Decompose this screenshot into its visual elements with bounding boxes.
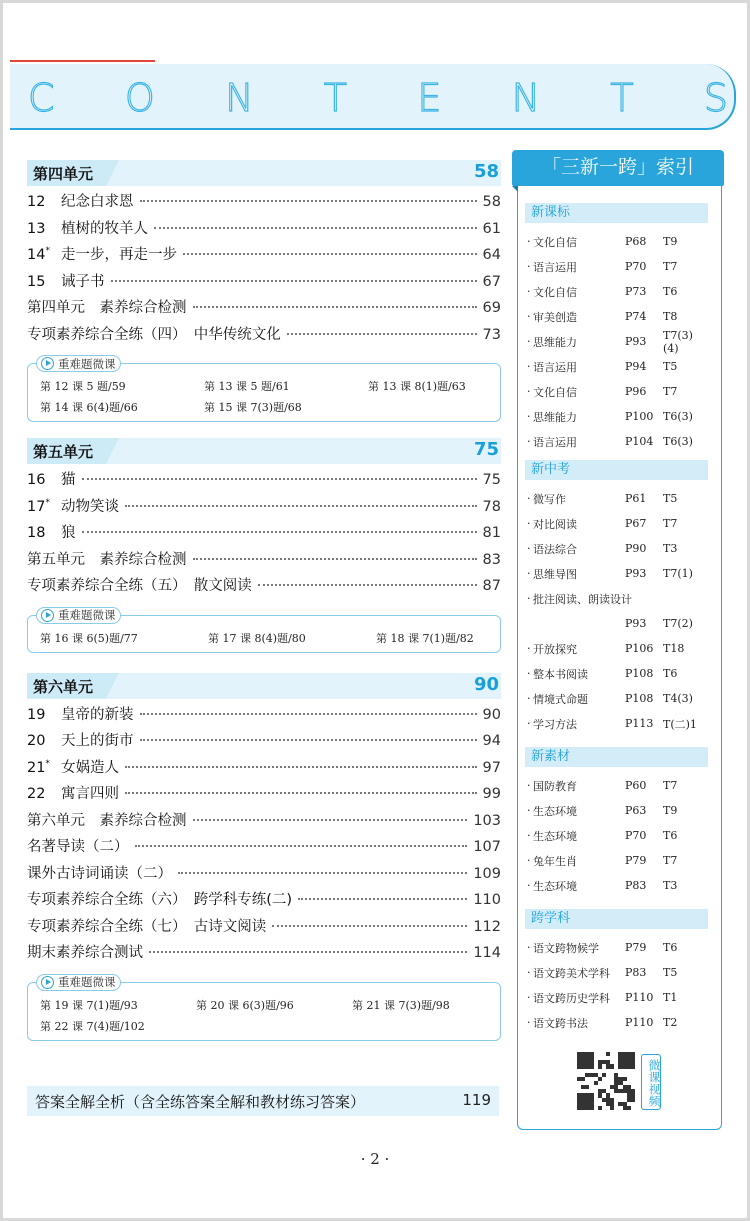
index-row[interactable]: · 开放探究 P106 T18 (527, 642, 685, 656)
lesson-number: 18 (27, 525, 46, 541)
page-number: · 2 · (360, 1150, 390, 1168)
micro-lesson-item[interactable]: 第 13 课 8(1)题/63 (368, 380, 466, 393)
lesson-number: 16 (27, 472, 46, 488)
index-row[interactable]: · 生态环境 P83 T3 (527, 879, 678, 893)
entry-title: 第六单元 素养综合检测 (27, 812, 187, 829)
entry-title: 专项素养综合全练（七） 古诗文阅读 (27, 918, 267, 935)
toc-entry[interactable] (27, 521, 501, 548)
entry-page: 64 (482, 247, 501, 263)
entry-title: 寓言四则 (61, 786, 119, 802)
lesson-number: 14* (27, 246, 50, 263)
unit-page: 75 (473, 439, 499, 460)
toc-entry[interactable] (27, 495, 501, 522)
micro-lesson-item[interactable]: 第 18 课 7(1)题/82 (376, 631, 474, 645)
qr-module (589, 1064, 593, 1068)
index-row[interactable]: · 语文跨书法 P110 T2 (527, 1016, 678, 1030)
entry-page: 87 (482, 578, 501, 594)
entry-page: 69 (482, 300, 501, 316)
qr-module (627, 1106, 631, 1110)
index-section-title: 跨学科 (525, 909, 708, 929)
leader-dots (298, 898, 467, 900)
entry-page: 109 (473, 865, 501, 882)
entry-page: 112 (473, 918, 501, 935)
entry-page: 114 (473, 945, 501, 961)
entry-title: 期末素养综合测试 (27, 945, 143, 961)
micro-lesson-box (27, 975, 501, 1041)
micro-lesson-label: 重难题微课 (36, 974, 121, 991)
entry-page: 75 (482, 472, 501, 488)
entry-title: 课外古诗词诵读（二） (27, 865, 172, 882)
entry-title: 皇帝的新装 (61, 706, 134, 723)
unit-heading (27, 673, 501, 699)
contents-letter: E (417, 76, 442, 120)
index-row[interactable]: · 审美创造 P74 T8 (527, 310, 678, 324)
leader-dots (193, 306, 477, 308)
contents-title (28, 76, 728, 120)
qr-module (598, 1106, 602, 1110)
entry-title: 专项素养综合全练（四） 中华传统文化 (27, 326, 281, 343)
micro-lesson-item[interactable]: 第 17 课 8(4)题/80 (208, 631, 306, 645)
contents-header (10, 60, 740, 132)
toc-entry[interactable] (27, 888, 501, 915)
micro-lesson-item[interactable]: 第 13 课 5 题/61 (204, 380, 290, 393)
index-row[interactable]: · 语法综合 P90 T3 (527, 542, 678, 556)
entry-title: 诫子书 (61, 273, 105, 290)
index-row[interactable]: · 文化自信 P68 T9 (527, 235, 678, 249)
index-section (525, 460, 708, 736)
micro-lesson-box (27, 356, 501, 422)
micro-lesson-item[interactable]: 第 15 课 7(3)题/68 (204, 401, 302, 414)
index-row[interactable]: · 文化自信 P96 T7 (527, 385, 678, 399)
toc-entry[interactable] (27, 468, 501, 495)
entry-title: 狼 (61, 525, 76, 541)
index-row[interactable]: · 兔年生肖 P79 T7 (527, 854, 678, 868)
index-section-title: 新课标 (525, 203, 708, 223)
leader-dots (125, 505, 477, 507)
index-row[interactable]: · 对比阅读 P67 T7 (527, 517, 678, 531)
toc-entry[interactable] (27, 574, 501, 601)
toc-column (27, 160, 501, 1057)
micro-lesson-item[interactable]: 第 14 课 6(4)题/66 (40, 401, 138, 414)
leader-dots (193, 819, 468, 821)
unit-page: 58 (473, 161, 499, 182)
qr-module (631, 1098, 635, 1102)
leader-dots (140, 200, 477, 202)
index-row[interactable]: · 思维能力 P100 T6(3) (527, 410, 693, 424)
header-accent-line (10, 60, 155, 62)
index-row[interactable]: · 语言运用 P94 T5 (527, 360, 678, 374)
lesson-number: 19 (27, 706, 46, 723)
qr-module (581, 1077, 585, 1081)
toc-entry[interactable] (27, 782, 501, 809)
toc-entry[interactable] (27, 548, 501, 575)
index-row[interactable]: P93 T7(2) (625, 617, 693, 630)
entry-title: 纪念白求恩 (61, 194, 134, 210)
contents-letter: S (703, 76, 728, 120)
leader-dots (111, 280, 477, 282)
entry-page: 110 (473, 892, 501, 908)
toc-entry[interactable] (27, 323, 501, 350)
entry-page: 58 (482, 194, 501, 210)
unit-name: 第四单元 (33, 165, 94, 183)
entry-title: 猫 (61, 472, 76, 488)
qr-module (631, 1064, 635, 1068)
index-row[interactable]: · 微写作 P61 T5 (527, 492, 678, 506)
contents-letter: O (124, 76, 155, 120)
index-row[interactable]: · 思维能力 P93 T7(3)(4) (527, 328, 693, 355)
qr-module (594, 1081, 598, 1085)
qr-code[interactable] (577, 1052, 635, 1110)
entry-page: 73 (482, 326, 501, 343)
index-row[interactable]: · 生态环境 P63 T9 (527, 804, 678, 818)
lesson-number: 20 (27, 733, 46, 749)
entry-page: 67 (482, 273, 501, 290)
leader-dots (287, 333, 477, 335)
index-row[interactable]: · 文化自信 P73 T6 (527, 285, 678, 299)
toc-entry[interactable] (27, 217, 501, 244)
entry-page: 61 (482, 220, 501, 237)
index-row[interactable]: · 学习方法 P113 T(二)1 (527, 717, 697, 731)
qr-module (598, 1064, 602, 1068)
entry-title: 第五单元 素养综合检测 (27, 551, 187, 568)
entry-page: 81 (482, 525, 501, 541)
contents-letter: T (323, 76, 348, 120)
contents-letter: C (28, 76, 55, 120)
entry-title: 名著导读（二） (27, 839, 129, 855)
index-row[interactable]: · 语言运用 P70 T7 (527, 260, 678, 274)
qr-module (606, 1052, 610, 1056)
unit-heading (27, 438, 501, 464)
lesson-number: 17* (27, 497, 50, 515)
index-section (525, 909, 708, 1035)
leader-dots (82, 531, 477, 533)
answers-entry[interactable] (27, 1086, 499, 1116)
qr-module (589, 1106, 593, 1110)
lesson-number: 15 (27, 273, 46, 290)
toc-entry[interactable] (27, 703, 501, 730)
index-row[interactable]: · 语文跨美术学科 P83 T5 (527, 966, 678, 980)
micro-lesson-item[interactable]: 第 21 课 7(3)题/98 (352, 998, 450, 1012)
answers-page: 119 (462, 1091, 491, 1109)
leader-dots (125, 766, 477, 768)
entry-page: 83 (482, 551, 501, 568)
toc-entry[interactable] (27, 729, 501, 756)
qr-module (623, 1077, 627, 1081)
contents-letter: T (610, 76, 634, 120)
toc-entry[interactable] (27, 296, 501, 323)
index-row[interactable]: · 情境式命题 P108 T4(3) (527, 692, 693, 706)
qr-module (602, 1073, 606, 1077)
leader-dots (135, 845, 468, 847)
micro-lesson-item[interactable]: 第 22 课 7(4)题/102 (40, 1019, 145, 1033)
lesson-number: 12 (27, 194, 46, 210)
qr-module (610, 1106, 614, 1110)
index-row[interactable]: · 生态环境 P70 T6 (527, 829, 678, 843)
unit-name: 第六单元 (33, 677, 94, 696)
index-section-title: 新中考 (525, 460, 708, 480)
index-row[interactable]: · 整本书阅读 P108 T6 (527, 667, 678, 681)
toc-entry[interactable] (27, 915, 501, 942)
entry-title: 第四单元 素养综合检测 (27, 300, 187, 316)
index-row[interactable]: · 国防教育 P60 T7 (527, 779, 678, 793)
lesson-number: 22 (27, 786, 46, 802)
index-section (525, 747, 708, 898)
entry-title: 专项素养综合全练（六） 跨学科专练(二) (27, 892, 293, 908)
lesson-number: 21* (27, 758, 50, 776)
leader-dots (154, 227, 477, 229)
micro-lesson-item[interactable]: 第 12 课 5 题/59 (40, 380, 126, 393)
micro-lesson-label: 重难题微课 (36, 355, 121, 372)
play-icon (41, 976, 54, 989)
entry-page: 97 (482, 759, 501, 776)
index-row[interactable]: · 语言运用 P104 T6(3) (527, 435, 693, 449)
index-panel (517, 152, 722, 1130)
leader-dots (82, 478, 477, 480)
micro-lesson-item[interactable]: 第 19 课 7(1)题/93 (40, 998, 138, 1012)
index-section (525, 203, 708, 454)
micro-lesson-box (27, 608, 501, 653)
play-icon (41, 357, 54, 370)
leader-dots (178, 872, 467, 874)
contents-letter: N (225, 76, 254, 120)
entry-title: 天上的街市 (61, 733, 134, 749)
entry-title: 专项素养综合全练（五） 散文阅读 (27, 578, 252, 594)
micro-lesson-item[interactable]: 第 20 课 6(3)题/96 (196, 998, 294, 1012)
entry-title: 走一步，再走一步 (61, 247, 177, 263)
entry-title: 女娲造人 (61, 759, 119, 776)
leader-dots (258, 584, 477, 586)
leader-dots (140, 739, 477, 741)
leader-dots (125, 792, 477, 794)
index-row[interactable]: · 思维导图 P93 T7(1) (527, 567, 693, 581)
index-title: 「三新一跨」索引 (512, 150, 724, 186)
leader-dots (272, 925, 467, 927)
entry-page: 78 (482, 498, 501, 515)
unit-heading (27, 160, 501, 186)
entry-page: 107 (473, 839, 501, 855)
leader-dots (193, 558, 477, 560)
answers-title: 答案全解全析（含全练答案全解和教材练习答案） (35, 1093, 366, 1111)
micro-lesson-item[interactable]: 第 16 课 6(5)题/77 (40, 631, 138, 645)
entry-page: 103 (473, 812, 501, 829)
toc-entry[interactable] (27, 756, 501, 783)
leader-dots (149, 951, 467, 953)
toc-entry[interactable] (27, 941, 501, 968)
entry-title: 植树的牧羊人 (61, 220, 148, 237)
unit-page: 90 (473, 673, 499, 695)
micro-lesson-label: 重难题微课 (36, 607, 121, 624)
qr-module (585, 1085, 589, 1089)
toc-entry[interactable] (27, 190, 501, 217)
play-icon (41, 609, 54, 622)
toc-entry[interactable] (27, 835, 501, 862)
entry-title: 动物笑谈 (61, 498, 119, 515)
qr-module (598, 1077, 602, 1081)
entry-page: 99 (482, 786, 501, 802)
qr-module (610, 1064, 614, 1068)
index-row[interactable]: · 批注阅读、朗读设计 (527, 592, 632, 606)
unit-name: 第五单元 (33, 443, 94, 461)
entry-page: 94 (482, 733, 501, 749)
index-row[interactable]: · 语文跨物候学 P79 T6 (527, 941, 678, 955)
toc-entry[interactable] (27, 862, 501, 889)
leader-dots (183, 253, 477, 255)
index-row[interactable]: · 语文跨历史学科 P110 T1 (527, 991, 678, 1005)
toc-entry[interactable] (27, 809, 501, 836)
toc-entry[interactable] (27, 243, 501, 270)
leader-dots (140, 713, 477, 715)
lesson-number: 13 (27, 220, 46, 237)
toc-entry[interactable] (27, 270, 501, 297)
micro-video-tag: 微课视频 (641, 1054, 661, 1110)
index-section-title: 新素材 (525, 747, 708, 767)
contents-letter: N (511, 76, 541, 120)
entry-page: 90 (482, 706, 501, 723)
